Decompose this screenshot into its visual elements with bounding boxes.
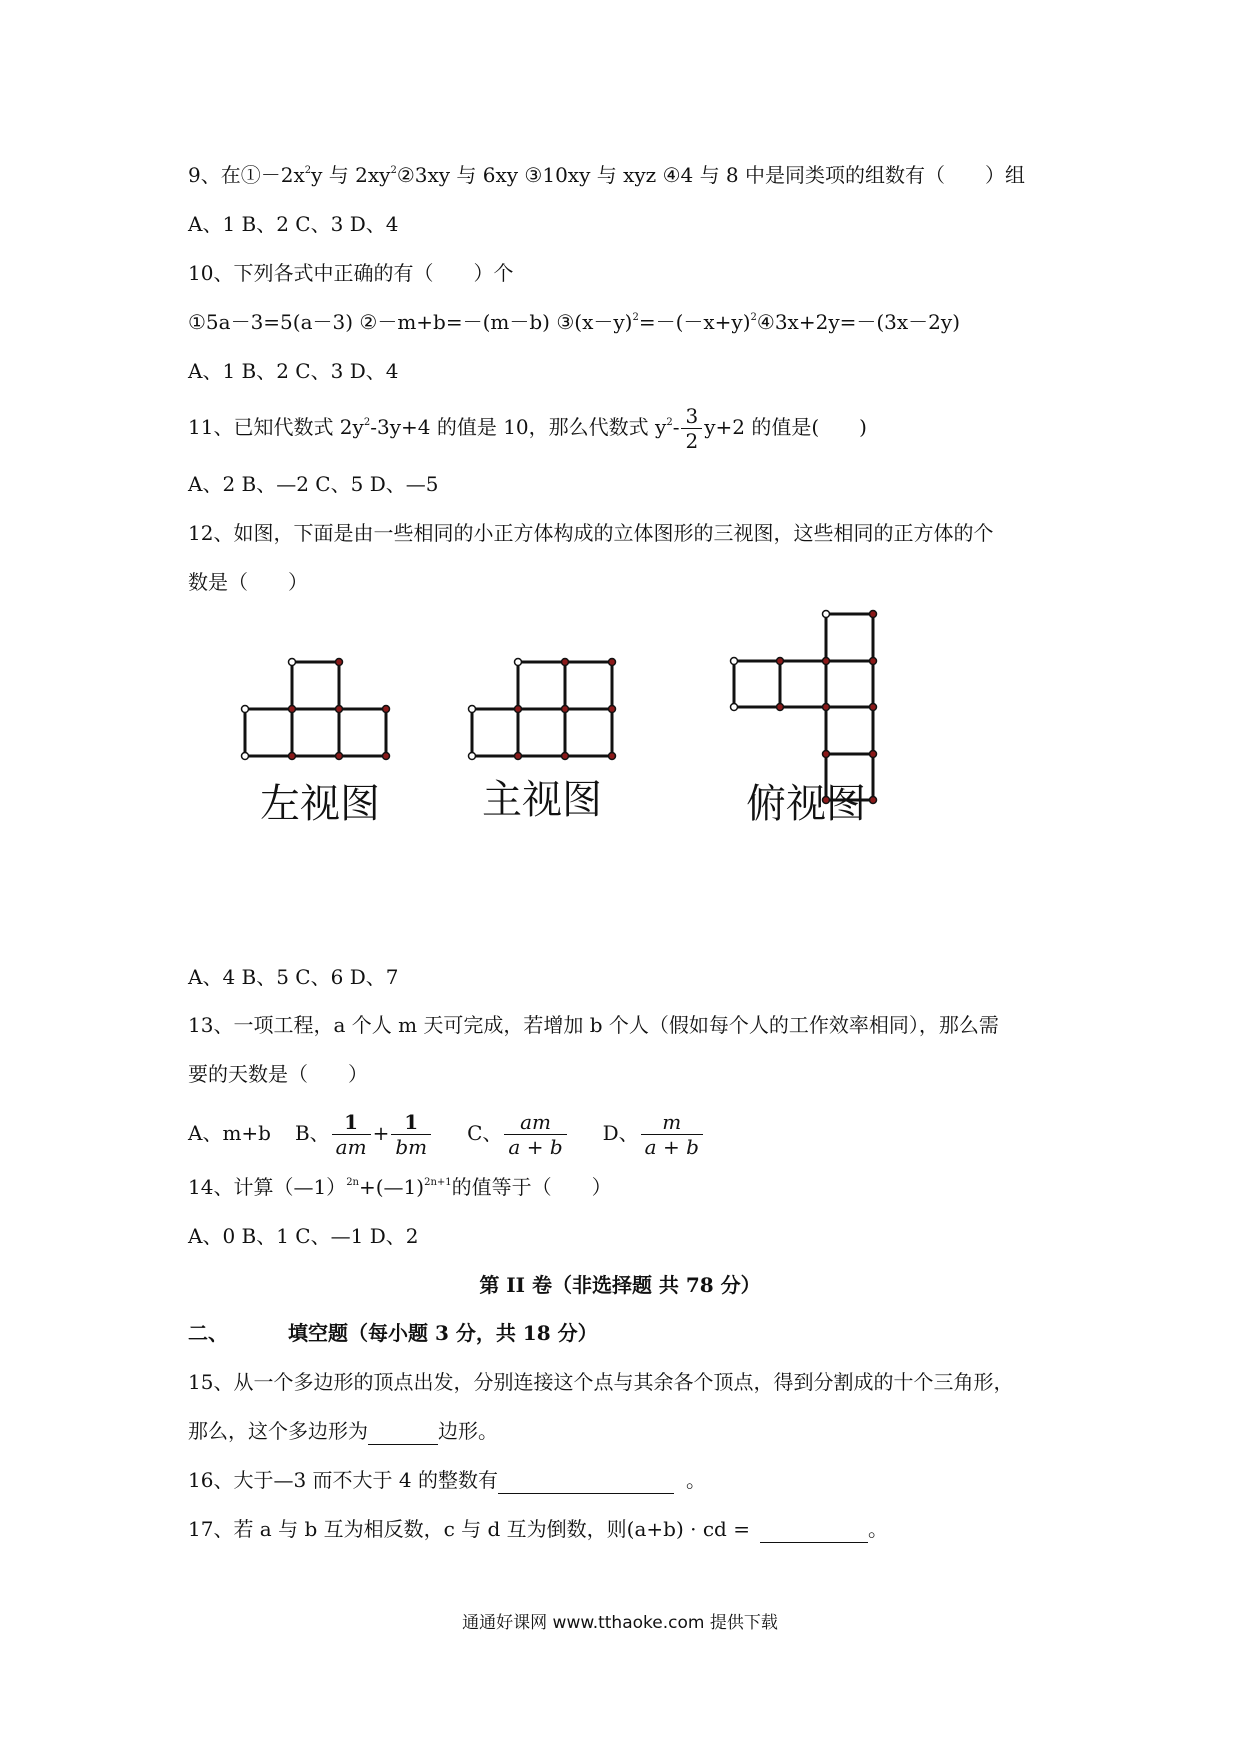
- part2-title: 第 II 卷（非选择题 共 78 分）: [479, 1273, 761, 1297]
- question-15-line-2: [188, 1417, 498, 1445]
- q13-d-den: a + b: [644, 1135, 699, 1159]
- q10-items-b: =－(－x+y): [638, 310, 751, 334]
- q10-sup-1: 2: [632, 312, 639, 323]
- q11-sup-1: 2: [363, 417, 371, 428]
- q11-text-2: -3y+4 的值是 10，那么代数式 y: [370, 415, 667, 439]
- q16-text-1: 16、大于—3 而不大于 4 的整数有: [188, 1468, 498, 1492]
- q15-text-2: 边形。: [438, 1419, 498, 1443]
- q13-option-d-label: D、: [602, 1121, 639, 1145]
- q9-options: A、1 B、2 C、3 D、4: [188, 212, 399, 236]
- front-view-label: 主视图: [482, 777, 602, 823]
- front-view-grid: [472, 662, 612, 756]
- q13-option-d-frac: [641, 1110, 703, 1159]
- section-number: 二、: [188, 1321, 228, 1345]
- question-13-line-2: 要的天数是（ ）: [188, 1062, 368, 1086]
- q17-text-1: 17、若 a 与 b 互为相反数，c 与 d 互为倒数，则(a+b) · cd =: [188, 1517, 750, 1541]
- q17-answer-blank[interactable]: [760, 1520, 868, 1543]
- top-view-label: 俯视图: [746, 781, 866, 827]
- q11-frac-den: 2: [685, 429, 699, 453]
- q12-options: A、4 B、5 C、6 D、7: [188, 965, 399, 989]
- q11-text-3: -: [672, 415, 680, 439]
- q15-text-1: 那么，这个多边形为: [188, 1419, 368, 1443]
- q14-text-2: +(—1): [359, 1175, 425, 1199]
- q10-options: A、1 B、2 C、3 D、4: [188, 359, 399, 383]
- q16-answer-blank[interactable]: [498, 1471, 674, 1494]
- section-title: 填空题（每小题 3 分，共 18 分）: [288, 1321, 598, 1345]
- q13-option-c-frac: [504, 1110, 566, 1159]
- q16-text-2: 。: [685, 1468, 706, 1492]
- q13-plus: +: [372, 1121, 390, 1145]
- q13-option-b-frac-1: [332, 1110, 371, 1159]
- question-12-line-1: 12、如图，下面是由一些相同的小正方体构成的立体图形的三视图，这些相同的正方体的个: [188, 521, 994, 545]
- q10-sup-2: 2: [750, 312, 757, 323]
- q13-b-num-1: 1: [332, 1110, 371, 1135]
- q11-text-4: y+2 的值是( ): [704, 415, 867, 439]
- q13-b-den-1: am: [335, 1135, 367, 1159]
- q10-items-c: ④3x+2y=－(3x－2y): [756, 310, 961, 334]
- question-17: [188, 1515, 888, 1543]
- q14-text-3: 的值等于（ ）: [451, 1175, 612, 1199]
- q13-c-num: am: [504, 1110, 566, 1135]
- q10-items-a: ①5a－3=5(a－3) ②－m+b=－(m－b) ③(x－y): [188, 310, 633, 334]
- question-10: 10、下列各式中正确的有（ ）个: [188, 261, 514, 285]
- q9-sup-2: 2: [390, 165, 397, 176]
- left-view-label: 左视图: [260, 781, 380, 827]
- q11-text-1: 11、已知代数式 2y: [188, 415, 364, 439]
- question-13-line-1: 13、一项工程，a 个人 m 天可完成，若增加 b 个人（假如每个人的工作效率相同），那么需: [188, 1013, 999, 1037]
- q17-text-2: 。: [867, 1517, 888, 1541]
- q13-option-c-label: C、: [467, 1121, 503, 1145]
- q14-sup-1: 2n: [346, 1177, 359, 1188]
- left-view-grid: [245, 662, 386, 756]
- q13-c-den: a + b: [508, 1135, 563, 1159]
- question-12-line-2: 数是（ ）: [188, 570, 308, 594]
- q14-text-1: 14、计算（—1）: [188, 1175, 347, 1199]
- q13-b-num-2: 1: [391, 1110, 431, 1135]
- q13-option-b-frac-2: [391, 1110, 431, 1159]
- page-footer: 通通好课网 www.tthaoke.com 提供下载: [462, 1613, 778, 1633]
- q9-text-3: ②3xy 与 6xy ③10xy 与 xyz ④4 与 8 中是同类项的组数有（ ）组: [396, 163, 1026, 187]
- q9-text-2: y 与 2xy: [311, 163, 391, 187]
- q13-b-den-2: bm: [395, 1135, 428, 1159]
- q14-options: A、0 B、1 C、—1 D、2: [188, 1224, 419, 1248]
- q13-option-b-label: B、: [294, 1121, 330, 1145]
- q9-text-1: 9、在①－2x: [188, 163, 305, 187]
- q14-sup-2: 2n+1: [424, 1177, 452, 1188]
- question-16: [188, 1466, 706, 1494]
- q11-options: A、2 B、—2 C、5 D、—5: [188, 472, 439, 496]
- q15-answer-blank[interactable]: [368, 1422, 438, 1445]
- q9-sup-1: 2: [304, 165, 312, 176]
- q13-option-a: A、m+b: [188, 1121, 271, 1145]
- question-15-line-1: 15、从一个多边形的顶点出发，分别连接这个点与其余各个顶点，得到分割成的十个三角形，: [188, 1370, 1014, 1394]
- q13-d-num: m: [641, 1110, 703, 1135]
- question-14: [188, 1173, 612, 1201]
- q13-options: [188, 1103, 705, 1163]
- section-2-heading: [188, 1319, 598, 1347]
- q11-frac-num: 3: [681, 404, 702, 429]
- q11-sup-2: 2: [666, 417, 673, 428]
